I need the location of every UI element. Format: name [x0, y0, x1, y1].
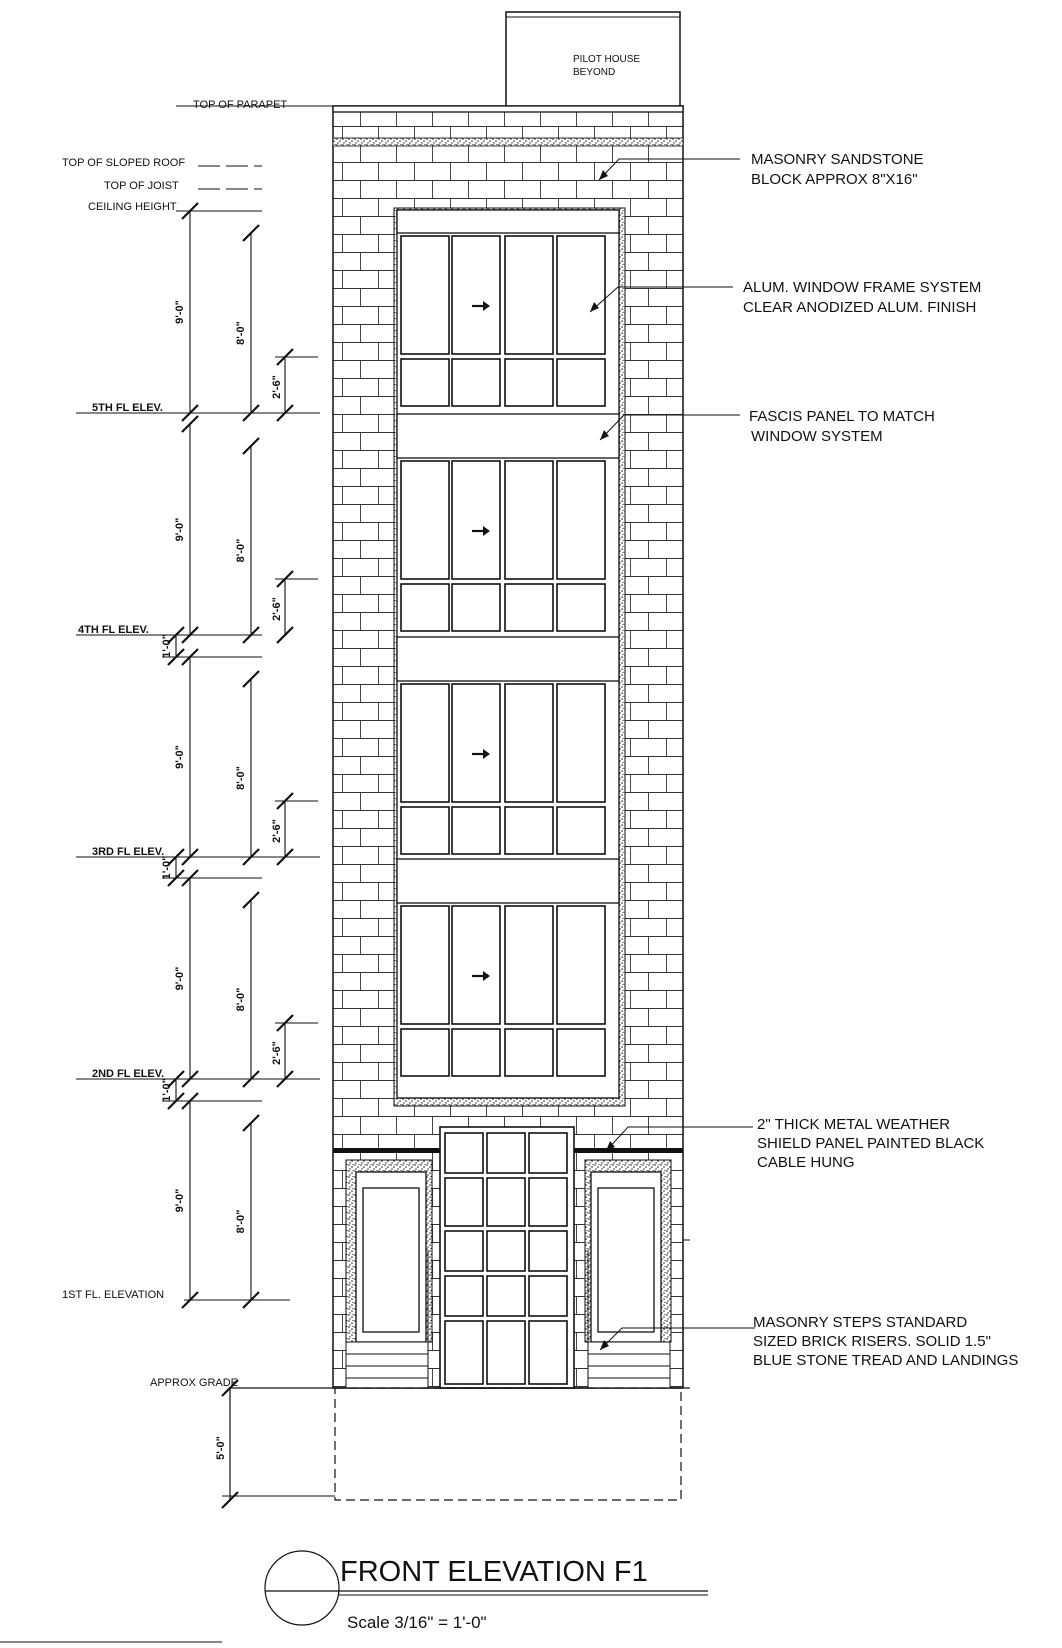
below-grade-dimension — [222, 1380, 335, 1508]
door-pane — [445, 1133, 483, 1173]
foundation — [230, 1388, 690, 1500]
dim-ceiling-height: 8'-0" — [235, 1209, 247, 1234]
dim-ceiling-height: 8'-0" — [235, 321, 247, 345]
window-pane-lower — [557, 359, 605, 406]
pilot-house-label-1: PILOT HOUSE — [573, 54, 641, 65]
window-pane-upper — [505, 461, 553, 579]
note-fascia — [749, 408, 935, 445]
door-pane — [487, 1178, 525, 1226]
dim-story-height: 9'-0" — [174, 300, 186, 324]
label-ceiling-height: CEILING HEIGHT — [88, 201, 177, 213]
dim-sill-height: 2'-6" — [271, 1041, 283, 1065]
window-pane-lower — [505, 1029, 553, 1076]
title-block — [0, 1551, 708, 1642]
door-pane — [529, 1231, 567, 1271]
section-marker-circle — [265, 1551, 339, 1625]
window-pane-upper — [557, 684, 605, 802]
window-pane-lower — [505, 584, 553, 631]
door-pane — [445, 1231, 483, 1271]
door-pane — [445, 1321, 483, 1384]
window-pane-lower — [401, 584, 449, 631]
level-lines — [76, 106, 333, 1300]
window-pane-lower — [452, 359, 500, 406]
dimension-lines — [161, 203, 318, 1308]
dim-sill-height: 2'-6" — [271, 819, 283, 843]
window-pane-lower — [401, 1029, 449, 1076]
window-pane-upper — [401, 461, 449, 579]
label-3rd-floor: 3RD FL ELEV. — [92, 846, 165, 858]
note-window-frame — [743, 279, 981, 316]
note-window-frame-1: ALUM. WINDOW FRAME SYSTEM — [743, 279, 982, 296]
label-5th-floor: 5TH FL ELEV. — [92, 402, 163, 414]
window-pane-lower — [505, 359, 553, 406]
note-masonry-block-2: BLOCK APPROX 8"X16" — [751, 171, 918, 188]
dim-ceiling-height: 8'-0" — [235, 766, 247, 790]
label-top-of-parapet: TOP OF PARAPET — [193, 99, 288, 111]
window-pane-upper — [505, 906, 553, 1024]
window-pane-upper — [505, 236, 553, 354]
door-pane — [487, 1321, 525, 1384]
window-pane-upper — [452, 461, 500, 579]
note-steps — [753, 1314, 1018, 1369]
window-pane-lower — [557, 584, 605, 631]
pilot-house — [506, 12, 680, 108]
dim-story-height: 9'-0" — [174, 745, 186, 769]
label-top-of-sloped-roof: TOP OF SLOPED ROOF — [62, 157, 186, 169]
note-weather-shield-2: SHIELD PANEL PAINTED BLACK — [757, 1135, 985, 1152]
label-approx-grade: APPROX GRADE — [150, 1377, 239, 1389]
window-pane-upper — [557, 236, 605, 354]
door-pane — [445, 1178, 483, 1226]
note-weather-shield-3: CABLE HUNG — [757, 1154, 855, 1171]
window-pane-upper — [452, 236, 500, 354]
window-pane-upper — [401, 684, 449, 802]
door-pane — [487, 1231, 525, 1271]
window-pane-lower — [557, 1029, 605, 1076]
note-masonry-block — [751, 151, 924, 188]
dim-story-height: 9'-0" — [174, 966, 186, 991]
window-pane-upper — [557, 461, 605, 579]
window-pane-lower — [452, 807, 500, 854]
dim-story-height: 9'-0" — [174, 1188, 186, 1213]
entrance-level — [333, 1127, 683, 1388]
door-panes — [445, 1133, 567, 1384]
label-top-of-joist: TOP OF JOIST — [104, 180, 179, 192]
drawing-title: FRONT ELEVATION F1 — [340, 1556, 648, 1588]
door-pane — [529, 1276, 567, 1316]
window-pane-upper — [557, 906, 605, 1024]
dim-floor-thickness: 1'-0" — [161, 634, 173, 658]
window-pane-lower — [401, 359, 449, 406]
door-pane — [487, 1133, 525, 1173]
dim-sill-height: 2'-6" — [271, 375, 283, 399]
dim-floor-thickness: 1'-0" — [161, 1078, 173, 1102]
window-pane-upper — [505, 684, 553, 802]
window-pane-lower — [401, 807, 449, 854]
dim-ceiling-height: 8'-0" — [235, 538, 247, 563]
dim-floor-thickness: 1'-0" — [161, 855, 173, 880]
window-pane-lower — [452, 1029, 500, 1076]
note-steps-1: MASONRY STEPS STANDARD — [753, 1314, 968, 1331]
door-pane — [529, 1133, 567, 1173]
note-steps-2: SIZED BRICK RISERS. SOLID 1.5" — [753, 1333, 991, 1350]
note-fascia-1: FASCIS PANEL TO MATCH — [749, 408, 935, 425]
note-window-frame-2: CLEAR ANODIZED ALUM. FINISH — [743, 299, 977, 316]
door-pane — [445, 1276, 483, 1316]
door-pane — [529, 1178, 567, 1226]
note-weather-shield — [757, 1116, 984, 1171]
note-steps-3: BLUE STONE TREAD AND LANDINGS — [753, 1352, 1019, 1369]
dim-sill-height: 2'-6" — [271, 597, 283, 621]
window-pane-upper — [452, 684, 500, 802]
dim-story-height: 9'-0" — [174, 517, 186, 542]
window-pane-lower — [452, 584, 500, 631]
window-pane-upper — [401, 906, 449, 1024]
window-pane-lower — [557, 807, 605, 854]
window-pane-upper — [401, 236, 449, 354]
note-fascia-2: WINDOW SYSTEM — [751, 428, 883, 445]
door-pane — [487, 1276, 525, 1316]
window-pane-lower — [505, 807, 553, 854]
dim-ceiling-height: 8'-0" — [235, 987, 247, 1012]
note-masonry-block-1: MASONRY SANDSTONE — [751, 151, 924, 168]
door-pane — [529, 1321, 567, 1384]
dim-below-grade: 5'-0" — [215, 1436, 227, 1460]
label-2nd-floor: 2ND FL ELEV. — [92, 1068, 165, 1080]
note-weather-shield-1: 2" THICK METAL WEATHER — [757, 1116, 951, 1133]
label-1st-floor: 1ST FL. ELEVATION — [62, 1289, 165, 1301]
drawing-scale: Scale 3/16" = 1'-0" — [347, 1613, 487, 1632]
window-pane-upper — [452, 906, 500, 1024]
pilot-house-label-2: BEYOND — [573, 67, 616, 78]
label-4th-floor: 4TH FL ELEV. — [78, 624, 149, 636]
